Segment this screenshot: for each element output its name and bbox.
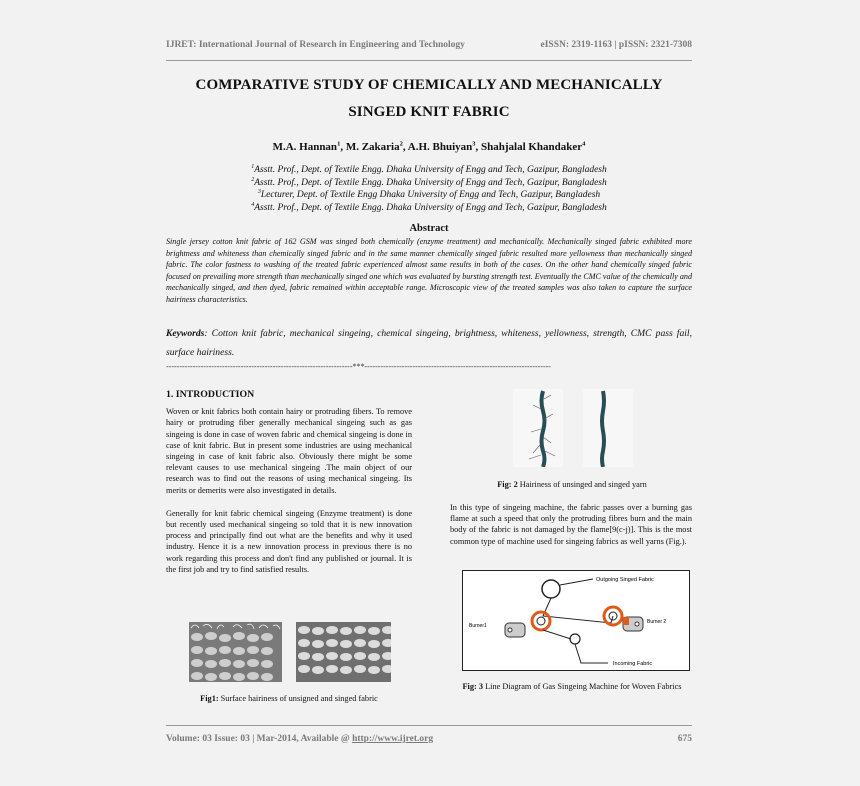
label-burner1: Burner1 (469, 623, 487, 629)
abstract-heading: Abstract (409, 223, 449, 234)
paper-title-line2: SINGED KNIT FABRIC (348, 104, 510, 120)
affiliation: $^4$Asstt. Prof., Dept. of Textile Engg. Dhaka University of Engg and Tech, Gazipur, Bangladesh (251, 202, 607, 214)
author: M.A. Hannan$^1$, (272, 140, 346, 153)
keywords-label: Keywords (166, 328, 205, 339)
keywords (166, 324, 692, 362)
label-incoming: Incoming Fabric (613, 661, 653, 667)
author: Shahjalal Khandaker$^4$ (481, 140, 586, 153)
fabric-singed-image (296, 622, 391, 682)
keywords-text: : Cotton knit fabric, mechanical singeing, chemical singeing, brightness, whiteness, yellowness, strength, CMC pass fail, surface hairiness. (166, 328, 692, 358)
intro-paragraph-2: Generally for knit fabric chemical singeing (Enzyme treatment) is done but recently used mechanical singeing so told that it is new innovation process and principally find out what are the benefits and why it used industry. Hence it is a new innovation process in previous there is no work regarding this process and don't find any published or journal. It is the first job and try to find satisfied results. (166, 508, 412, 574)
fabric-unsinged-image (189, 622, 282, 682)
volume-info: Volume: 03 Issue: 03 | Mar-2014, Available @ http://www.ijret.org (166, 734, 434, 744)
affiliation: $^1$Asstt. Prof., Dept. of Textile Engg. Dhaka University of Engg and Tech, Gazipur, Bangladesh (251, 164, 607, 176)
intro-section (166, 389, 412, 575)
fig2-caption: Fig: 2 Hairiness of unsinged and singed yarn (497, 480, 647, 489)
label-outgoing: Outgoing Singed Fabric (596, 577, 654, 583)
author: A.H. Bhuiyan$^3$, (407, 140, 481, 153)
yarn-hairiness-image (513, 389, 633, 467)
singeing-machine-diagram (462, 570, 690, 671)
header-rule (166, 60, 692, 61)
page-number: 675 (677, 734, 692, 744)
journal-link[interactable]: http://www.ijret.org (352, 734, 434, 744)
section-heading: 1. INTRODUCTION (166, 389, 255, 400)
affiliation: $^3$Lecturer, Dept. of Textile Engg Dhaka University of Engg and Tech, Gazipur, Bangladesh (257, 189, 601, 201)
paper-title-line1: COMPARATIVE STUDY OF CHEMICALLY AND MECHANICALLY (195, 77, 663, 93)
journal-name: IJRET: International Journal of Research in Engineering and Technology (166, 40, 465, 50)
running-footer (166, 734, 692, 744)
author: M. Zakaria$^2$, (345, 140, 408, 153)
fig3-caption: Fig: 3 Line Diagram of Gas Singeing Machine for Woven Fabrics (462, 682, 682, 691)
right-paragraph: In this type of singeing machine, the fabric passes over a burning gas flame at such a speed that only the protruding fibres burn and the main body of the fabric is not damaged by the flame[9(c-j)]. This is the most common type of machine used for singeing fabrics as well yarns (Fig.). (450, 503, 692, 546)
footer-rule (166, 725, 692, 726)
label-burner2: Burner 2 (647, 619, 667, 625)
fig1-caption: Fig1: Surface hairiness of unsigned and singed fabric (200, 694, 378, 703)
author-list (166, 140, 692, 153)
affiliation: $^2$Asstt. Prof., Dept. of Textile Engg. Dhaka University of Engg and Tech, Gazipur, Bangladesh (251, 177, 607, 189)
intro-paragraph-1: Woven or knit fabrics both contain hairy or protruding fibers. To remove hairy or protruding fiber generally mechanical singeing such as gas singeing is done in case of woven fabric and chemical singeing is done in case of knit fabric. But in present some industries are using mechanical singeing in case of knit fabric also. Obviously there might be some relevant causes to use mechanical singeing .The main object of our research was to find out the reasons of using mechanical singeing. Its merits or demerits were also investigated in details. (166, 407, 412, 495)
section-separator: ----------------------------------------------------------------------***---------------------------------------------------------------------- (166, 362, 551, 371)
running-header (166, 40, 692, 50)
abstract-text: Single jersey cotton knit fabric of 162 GSM was singed both chemically (enzyme treatment) and mechanically. Mechanically singed fabric exhibited more brightness and whiteness than chemically singed fabric and in the same manner chemically singed fabric resulted more yellowness than mechanically singed fabric. The color fastness to washing of the treated fabric experienced almost same results in both of the cases. On the other hand chemically singed fabric focused on prevailing more strength than mechanically singed one which was evaluated by bursting strength test. Eventually the CMC value of the chemically and mechanically singed, and then dyed, fabric remained within acceptable range. Microscopic view of the treated samples was also taken to capture the surface hairiness characteristics. (166, 237, 692, 304)
issn: eISSN: 2319-1163 | pISSN: 2321-7308 (540, 40, 692, 50)
